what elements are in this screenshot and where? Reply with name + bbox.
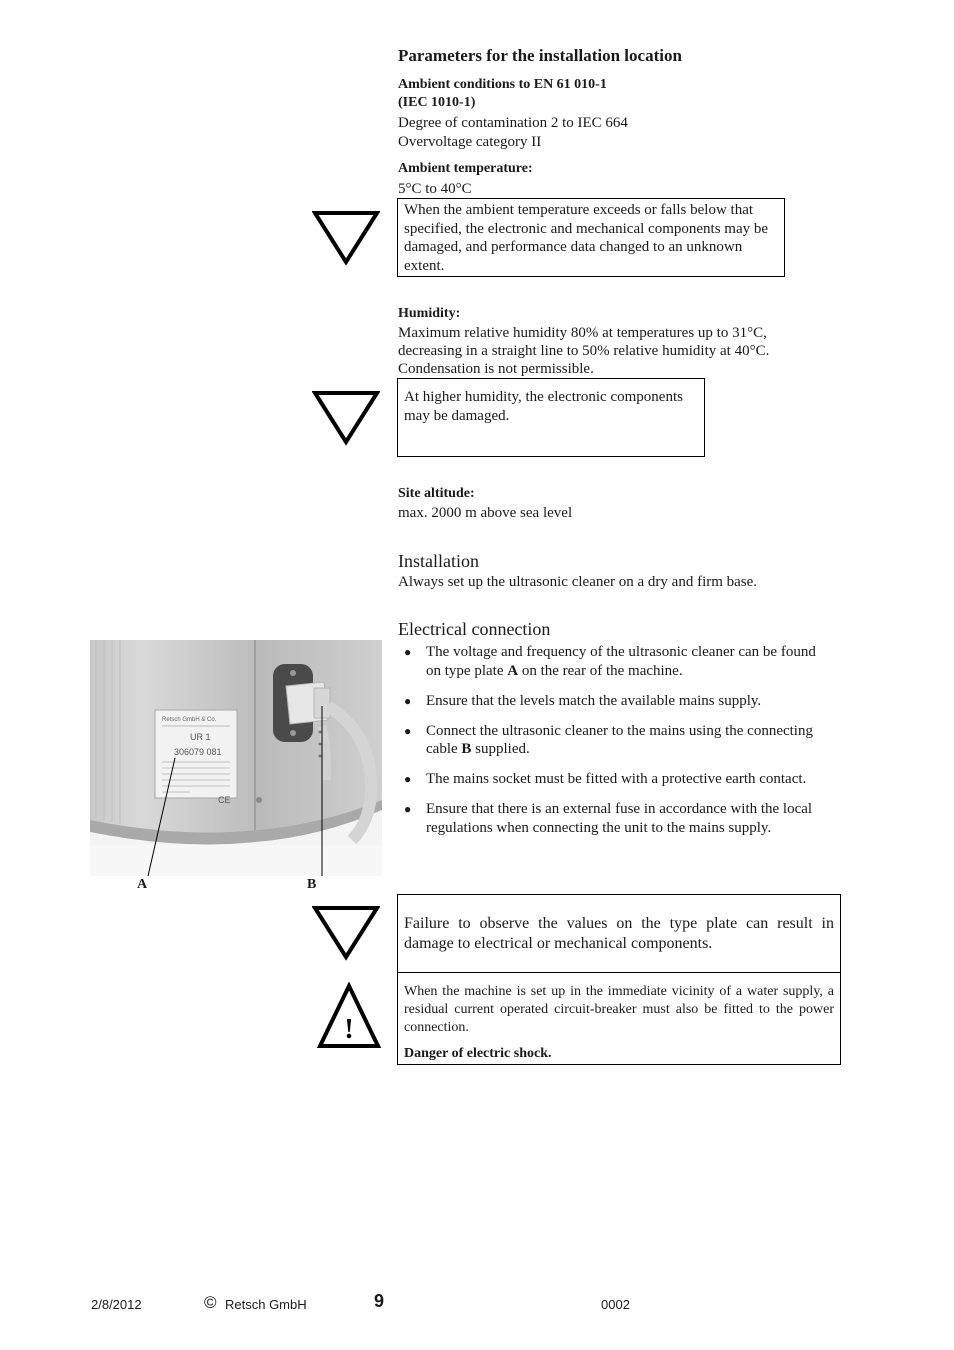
label-b: B bbox=[307, 877, 317, 892]
caution-triangle-icon bbox=[312, 390, 380, 446]
electric-shock-warning: Danger of electric shock. bbox=[404, 1046, 552, 1061]
bullet-icon: ● bbox=[404, 772, 412, 786]
overvoltage-text: Overvoltage category II bbox=[398, 134, 542, 150]
label-a: A bbox=[137, 877, 148, 892]
temperature-warning-text: When the ambient temperature exceeds or falls below that specified, the electronic and mechanical components may be damaged, and performance data changed to an unknown extent. bbox=[404, 202, 769, 274]
water-supply-warning-box bbox=[397, 972, 841, 1065]
section-title-electrical: Electrical connection bbox=[398, 619, 551, 639]
water-supply-warning-text: When the machine is set up in the immediate vicinity of a water supply, a residual current operated circuit-breaker must also be fitted to the power connection. bbox=[404, 984, 834, 1035]
humidity-warning-text: At higher humidity, the electronic components may be damaged. bbox=[404, 389, 683, 424]
list-item: ● The voltage and frequency of the ultrasonic cleaner can be found on type plate A on the rear of the machine. bbox=[404, 644, 816, 679]
contamination-text: Degree of contamination 2 to IEC 664 bbox=[398, 115, 628, 131]
bullet-icon: ● bbox=[404, 723, 412, 738]
footer-date: 2/8/2012 bbox=[91, 1297, 142, 1312]
bullet-icon: ● bbox=[404, 693, 412, 708]
footer-company: Retsch GmbH bbox=[225, 1297, 307, 1312]
page-number: 9 bbox=[374, 1291, 385, 1311]
plate-serial-text: 306079 081 bbox=[174, 747, 222, 757]
temperature-warning-box bbox=[397, 198, 785, 277]
ambient-temperature-title: Ambient temperature: bbox=[398, 161, 533, 176]
plate-ce-text: CE bbox=[218, 795, 231, 805]
type-plate-warning-text: Failure to observe the values on the type plate can result in damage to electrical or mechanical components. bbox=[404, 915, 834, 952]
list-item: ● Connect the ultrasonic cleaner to the mains using the connecting cable B supplied. bbox=[404, 722, 813, 757]
caution-triangle-icon bbox=[312, 210, 380, 266]
list-item: ● Ensure that there is an external fuse in accordance with the local regulations when connecting the unit to the mains supply. bbox=[404, 801, 813, 836]
list-item: ● Ensure that the levels match the available mains supply. bbox=[404, 692, 762, 709]
electrical-bullet-list bbox=[398, 643, 834, 849]
humidity-warning-box bbox=[397, 378, 705, 457]
humidity-line-2: decreasing in a straight line to 50% relative humidity at 40°C. bbox=[398, 343, 770, 359]
humidity-line-1: Maximum relative humidity 80% at temperatures up to 31°C, bbox=[398, 325, 767, 341]
site-altitude-value: max. 2000 m above sea level bbox=[398, 505, 573, 521]
caution-triangle-icon bbox=[312, 905, 380, 961]
section-title-parameters: Parameters for the installation location bbox=[398, 46, 682, 65]
humidity-title: Humidity: bbox=[398, 306, 461, 321]
exclamation-mark: ! bbox=[344, 1014, 354, 1045]
humidity-line-3: Condensation is not permissible. bbox=[398, 361, 594, 377]
plate-model-text: UR 1 bbox=[190, 732, 211, 742]
type-plate-warning-box bbox=[397, 894, 841, 973]
ambient-conditions-title-2: (IEC 1010-1) bbox=[398, 95, 476, 110]
machine-rear-photo bbox=[90, 640, 382, 876]
installation-text: Always set up the ultrasonic cleaner on a dry and firm base. bbox=[398, 574, 758, 590]
plate-company-text: Retsch GmbH & Co. bbox=[162, 717, 217, 723]
site-altitude-title: Site altitude: bbox=[398, 486, 475, 501]
list-item: ● The mains socket must be fitted with a protective earth contact. bbox=[404, 771, 807, 787]
footer-code: 0002 bbox=[601, 1297, 630, 1312]
section-title-installation: Installation bbox=[398, 551, 479, 571]
bullet-icon: ● bbox=[404, 802, 412, 816]
ambient-temperature-value: 5°C to 40°C bbox=[398, 181, 472, 197]
ambient-conditions-title-1: Ambient conditions to EN 61 010-1 bbox=[398, 77, 607, 92]
copyright-icon: © bbox=[204, 1293, 217, 1312]
bullet-icon: ● bbox=[404, 645, 412, 659]
warning-exclamation-icon bbox=[316, 982, 382, 1050]
